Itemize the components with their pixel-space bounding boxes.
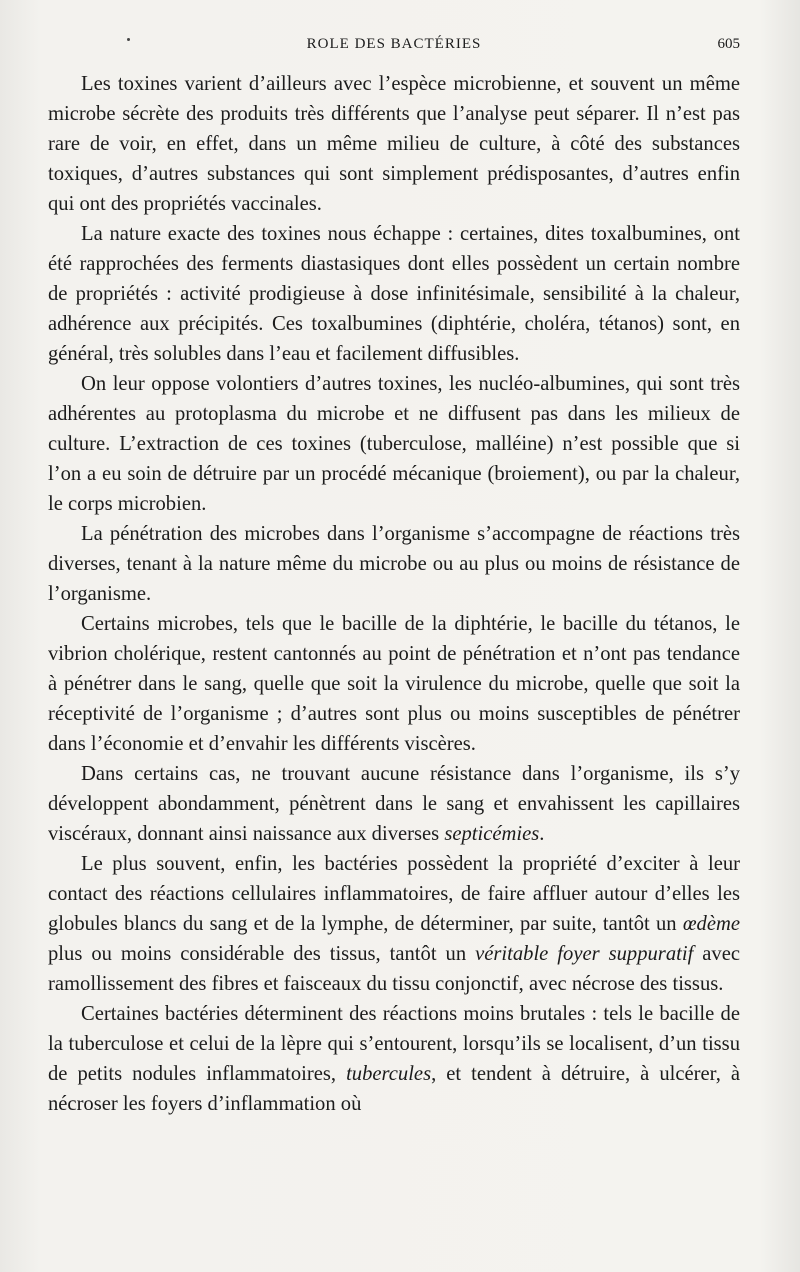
running-title: ROLE DES BACTÉRIES — [306, 36, 482, 52]
paragraph-7: Le plus souvent, enfin, les bactéries possèdent la propriété d’exciter à leur contact des réactions cellulaires inflammatoires, de faire affluer autour d’elles les globules blancs du sang et de la lymphe, de déterminer, par suite, tantôt un œdème plus ou moins considérable des tissus, tantôt un véritable foyer suppuratif avec ramollissement des fibres et faisceaux du tissu conjonctif, avec nécrose des tissus. — [48, 853, 741, 995]
paragraph-6: Dans certains cas, ne trouvant aucune résistance dans l’organisme, ils s’y développent abondamment, pénètrent dans le sang et envahissent les capillaires viscéraux, donnant ainsi naissance aux diverses septicémies. — [48, 763, 740, 845]
paragraph-4: La pénétration des microbes dans l’organisme s’accompagne de réactions très diverses, tenant à la nature même du microbe ou au plus ou moins de résistance de l’organisme. — [48, 523, 740, 605]
body-text — [48, 69, 740, 1119]
paragraph-1: Les toxines varient d’ailleurs avec l’espèce microbienne, et souvent un même microbe sécrète des produits très différents que l’analyse peut séparer. Il n’est pas rare de voir, en effet, dans un même milieu de culture, à côté des substances toxiques, d’autres substances qui sont simplement prédisposantes, d’autres enfin qui ont des propriétés vaccinales. — [48, 73, 740, 215]
page-number: 605 — [717, 36, 740, 52]
italic-term: véritable foyer suppuratif — [475, 943, 694, 965]
paragraph-3: On leur oppose volontiers d’autres toxines, les nucléo-albumines, qui sont très adhérentes au protoplasma du microbe et ne diffusent pas dans les milieux de culture. L’extraction de ces toxines (tuberculose, malléine) n’est possible que si l’on a eu soin de détruire par un procédé mécanique (broiement), ou par la chaleur, le corps microbien. — [48, 373, 740, 515]
paragraph-5: Certains microbes, tels que le bacille de la diphtérie, le bacille du tétanos, le vibrion cholérique, restent cantonnés au point de pénétration et n’ont pas tendance à pénétrer dans le sang, quelle que soit la virulence du microbe, quelle que soit la réceptivité de l’organisme ; d’autres sont plus ou moins susceptibles de pénétrer dans l’économie et d’envahir les différents viscères. — [48, 613, 740, 755]
page-header — [48, 34, 740, 58]
italic-term: septicémies — [444, 823, 540, 845]
paragraph-8: Certaines bactéries déterminent des réactions moins brutales : tels le bacille de la tuberculose et celui de la lèpre qui s’entourent, lorsqu’ils se localisent, d’un tissu de petits nodules inflammatoires, tubercules, et tendent à détruire, à ulcérer, à nécroser les foyers d’inflammation où — [48, 1003, 741, 1115]
paragraph-2: La nature exacte des toxines nous échappe : certaines, dites toxalbumines, ont été rapprochées des ferments diastasiques dont elles possèdent un certain nombre de propriétés : activité prodigieuse à dose infinitésimale, sensibilité à la chaleur, adhérence aux précipités. Ces toxalbumines (diphtérie, choléra, tétanos) sont, en général, très solubles dans l’eau et facilement diffusibles. — [48, 223, 740, 365]
italic-term: œdème — [682, 913, 740, 935]
italic-term: tubercules — [346, 1063, 432, 1085]
